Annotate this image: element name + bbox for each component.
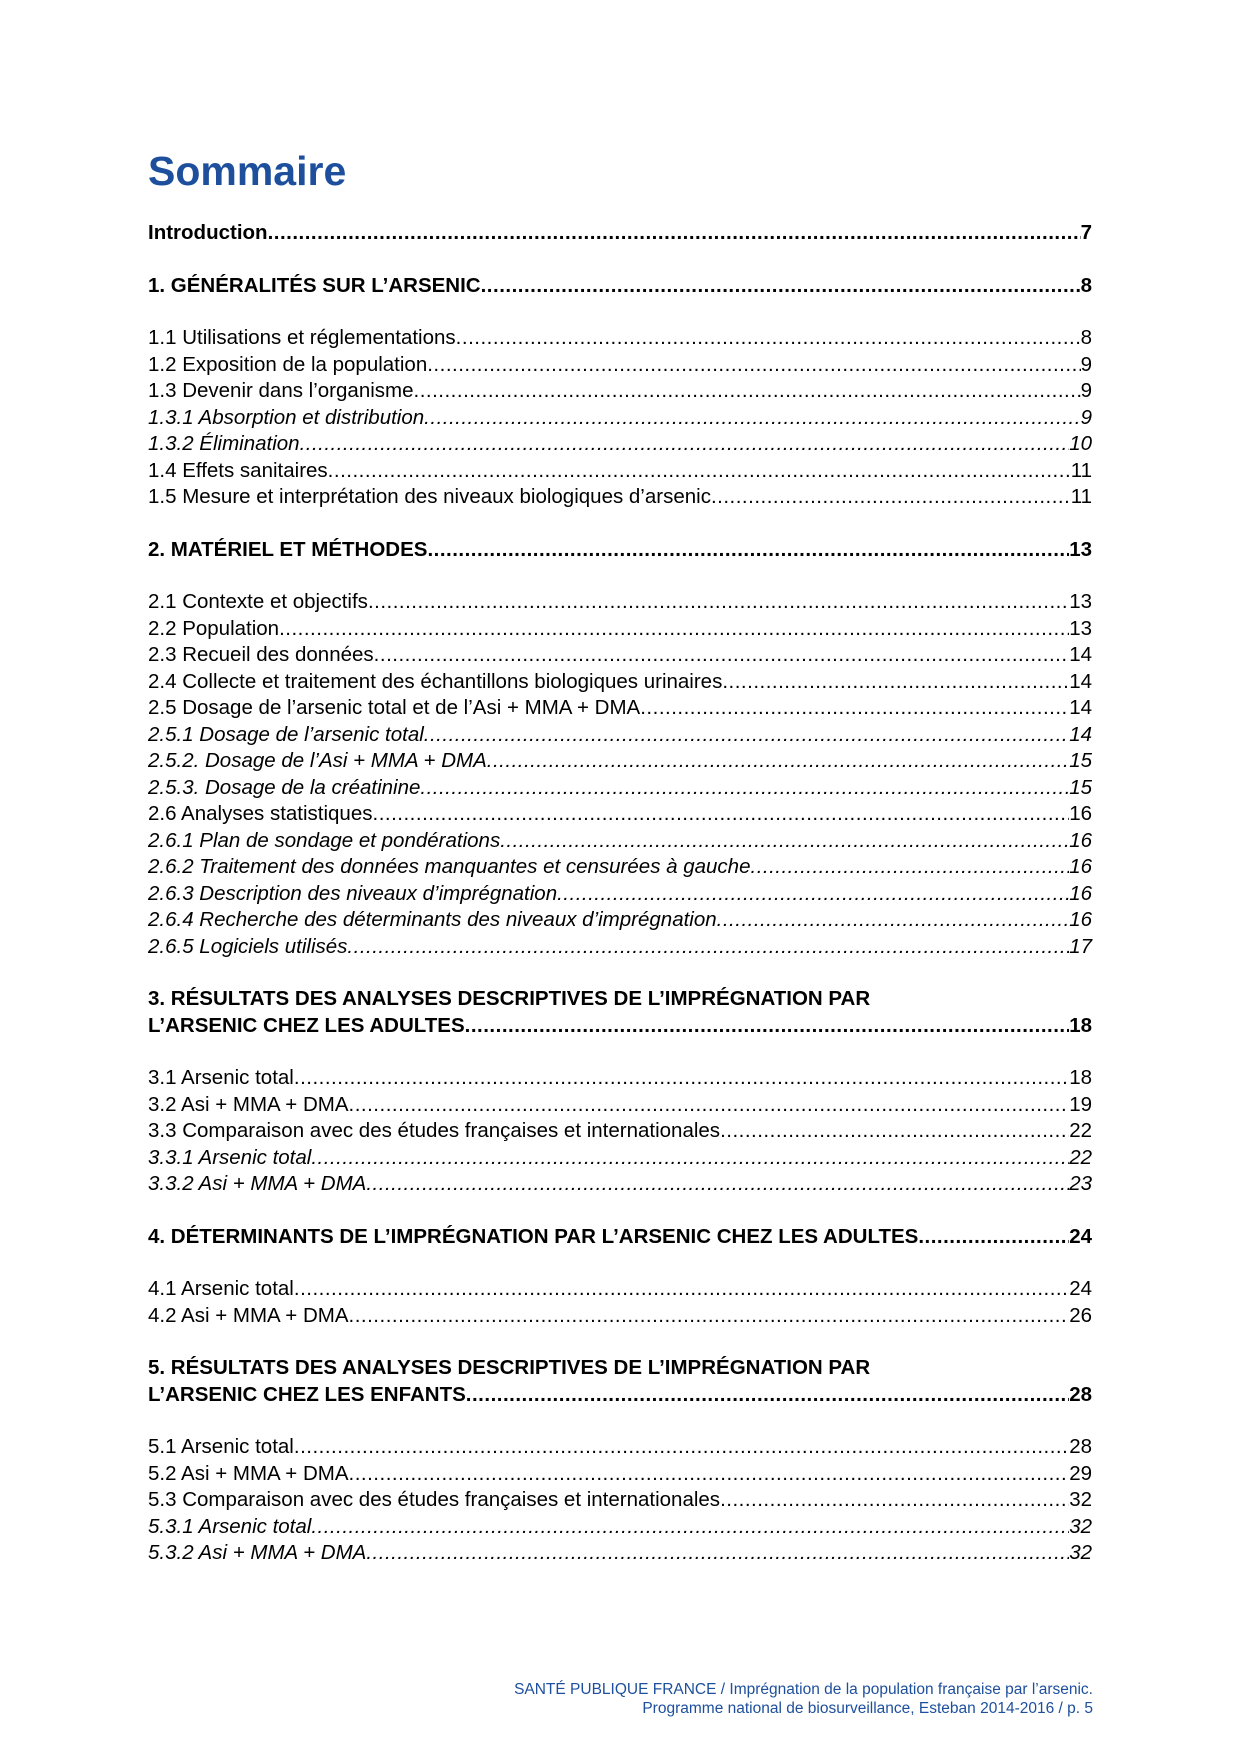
- toc-section-5-items: [148, 1434, 1092, 1567]
- toc-dot-leader: [557, 881, 1069, 908]
- toc-entry-page: 8: [1080, 326, 1092, 349]
- toc-subentry[interactable]: [148, 881, 1092, 908]
- toc-entry-page: 11: [1070, 485, 1092, 508]
- toc-entry-page: 24: [1069, 1224, 1092, 1248]
- toc-entry-label: 1.3.1 Absorption et distribution: [148, 405, 425, 429]
- toc-section-5-heading[interactable]: [148, 1355, 1092, 1408]
- toc-subentry[interactable]: [148, 431, 1092, 458]
- toc-entry[interactable]: [148, 1118, 1092, 1145]
- toc-dot-leader: [347, 934, 1069, 961]
- table-of-contents: [148, 220, 1092, 1567]
- toc-entry-label: 4. DÉTERMINANTS DE L’IMPRÉGNATION PAR L’ARSENIC CHEZ LES ADULTES: [148, 1224, 919, 1248]
- toc-dot-leader: [366, 1171, 1069, 1198]
- toc-entry[interactable]: [148, 801, 1092, 828]
- toc-entry-label: 1.2 Exposition de la population: [148, 352, 428, 376]
- toc-dot-leader: [918, 1224, 1069, 1251]
- toc-entry-page: 22: [1069, 1145, 1092, 1169]
- toc-entry-page: 26: [1069, 1303, 1092, 1327]
- toc-entry[interactable]: [148, 1487, 1092, 1514]
- toc-subentry[interactable]: [148, 907, 1092, 934]
- toc-entry-page: 24: [1069, 1277, 1092, 1300]
- toc-dot-leader: [373, 801, 1070, 828]
- toc-dot-leader: [711, 484, 1071, 511]
- toc-dot-leader: [311, 1514, 1069, 1541]
- toc-entry-page: 19: [1069, 1092, 1092, 1116]
- toc-entry-page: 14: [1069, 722, 1092, 746]
- toc-dot-leader: [311, 1145, 1069, 1172]
- toc-entry-page: 13: [1069, 537, 1092, 561]
- toc-subentry[interactable]: [148, 854, 1092, 881]
- toc-dot-leader: [414, 378, 1081, 405]
- toc-entry-label: 1.1 Utilisations et réglementations: [148, 326, 456, 349]
- toc-entry-label: L’ARSENIC CHEZ LES ADULTES: [148, 1013, 465, 1037]
- toc-entry-page: 29: [1069, 1461, 1092, 1485]
- toc-entry-label: 3.1 Arsenic total: [148, 1066, 294, 1089]
- toc-subentry[interactable]: [148, 748, 1092, 775]
- toc-entry-page: 7: [1080, 221, 1092, 244]
- toc-section-4-heading[interactable]: [148, 1224, 1092, 1251]
- toc-dot-leader: [722, 669, 1069, 696]
- toc-entry-page: 9: [1080, 352, 1092, 376]
- footer-line-2: Programme national de biosurveillance, Esteban 2014-2016 / p. 5: [642, 1700, 1093, 1717]
- toc-subentry[interactable]: [148, 405, 1092, 432]
- toc-entry-label: 1. GÉNÉRALITÉS SUR L’ARSENIC: [148, 273, 481, 297]
- toc-dot-leader: [465, 1013, 1070, 1040]
- toc-dot-leader: [294, 1276, 1069, 1303]
- toc-entry[interactable]: [148, 695, 1092, 722]
- toc-dot-leader: [294, 1065, 1069, 1092]
- toc-dot-leader: [487, 748, 1069, 775]
- toc-entry-label: 1.3.2 Élimination: [148, 432, 300, 455]
- toc-dot-leader: [349, 1303, 1070, 1330]
- toc-entry-label: 1.4 Effets sanitaires: [148, 458, 328, 482]
- toc-entry[interactable]: [148, 352, 1092, 379]
- toc-dot-leader: [640, 695, 1069, 722]
- toc-entry[interactable]: [148, 642, 1092, 669]
- page-title: Sommaire: [148, 148, 347, 194]
- toc-entry-label: 2.6.4 Recherche des déterminants des niveaux d’imprégnation: [148, 908, 717, 931]
- toc-dot-leader: [720, 1487, 1069, 1514]
- toc-entry[interactable]: [148, 325, 1092, 352]
- toc-entry-label: 4.2 Asi + MMA + DMA: [148, 1303, 349, 1327]
- toc-entry-page: 15: [1069, 749, 1092, 772]
- toc-dot-leader: [751, 854, 1070, 881]
- toc-entry-label: 2.6 Analyses statistiques: [148, 802, 373, 825]
- toc-entry-label: 3.3.2 Asi + MMA + DMA: [148, 1172, 367, 1195]
- toc-entry-page: 16: [1069, 828, 1092, 852]
- toc-entry-label: 3.2 Asi + MMA + DMA: [148, 1092, 349, 1116]
- toc-dot-leader: [300, 431, 1070, 458]
- toc-entry-page: 14: [1069, 669, 1092, 693]
- toc-subentry[interactable]: [148, 934, 1092, 961]
- toc-section-4-items: [148, 1276, 1092, 1329]
- toc-entry-label: 3.3.1 Arsenic total: [148, 1145, 312, 1169]
- toc-dot-leader: [368, 589, 1069, 616]
- toc-entry[interactable]: [148, 1303, 1092, 1330]
- toc-entry[interactable]: [148, 458, 1092, 485]
- toc-entry-label: 2.1 Contexte et objectifs: [148, 590, 368, 613]
- toc-dot-leader: [456, 325, 1081, 352]
- toc-entry-page: 28: [1069, 1435, 1092, 1458]
- toc-entry-label: 2.5.2. Dosage de l’Asi + MMA + DMA: [148, 749, 487, 772]
- toc-dot-leader: [420, 775, 1069, 802]
- toc-heading-line-2: [148, 1382, 1092, 1409]
- toc-subentry[interactable]: [148, 775, 1092, 802]
- toc-heading-line-2: [148, 1013, 1092, 1040]
- toc-entry-page: 14: [1069, 643, 1092, 666]
- toc-dot-leader: [328, 458, 1071, 485]
- toc-entry-label: 2.5 Dosage de l’arsenic total et de l’Asi + MMA + DMA: [148, 696, 641, 719]
- toc-entry-page: 15: [1069, 775, 1092, 799]
- toc-entry-page: 28: [1069, 1382, 1092, 1406]
- toc-entry-label: 2.4 Collecte et traitement des échantillons biologiques urinaires: [148, 669, 723, 693]
- toc-dot-leader: [424, 405, 1080, 432]
- toc-heading-line-1: 5. RÉSULTATS DES ANALYSES DESCRIPTIVES DE L’IMPRÉGNATION PAR: [148, 1356, 871, 1379]
- toc-entry[interactable]: [148, 1434, 1092, 1461]
- toc-entry-label: 2.3 Recueil des données: [148, 643, 374, 666]
- toc-entry-page: 13: [1069, 616, 1092, 640]
- toc-dot-leader: [366, 1540, 1069, 1567]
- toc-entry-page: 9: [1080, 405, 1092, 429]
- toc-entry[interactable]: [148, 1065, 1092, 1092]
- toc-entry-label: 5.3.1 Arsenic total: [148, 1514, 312, 1538]
- toc-dot-leader: [466, 1382, 1069, 1409]
- toc-entry[interactable]: [148, 589, 1092, 616]
- toc-entry-page: 32: [1069, 1514, 1092, 1538]
- toc-dot-leader: [374, 642, 1070, 669]
- toc-entry-label: 3.3 Comparaison avec des études françaises et internationales: [148, 1119, 721, 1142]
- toc-dot-leader: [427, 537, 1069, 564]
- toc-entry-label: 2.6.5 Logiciels utilisés: [148, 934, 348, 958]
- toc-subentry[interactable]: [148, 1514, 1092, 1541]
- toc-section-1-items: [148, 325, 1092, 511]
- toc-entry-label: Introduction: [148, 221, 268, 244]
- document-page: [148, 0, 1092, 1754]
- toc-entry-page: 18: [1069, 1066, 1092, 1089]
- toc-heading-line-1: 3. RÉSULTATS DES ANALYSES DESCRIPTIVES DE L’IMPRÉGNATION PAR: [148, 987, 871, 1010]
- toc-entry-page: 16: [1069, 802, 1092, 825]
- toc-entry-label: 5.2 Asi + MMA + DMA: [148, 1461, 349, 1485]
- footer-line-1: SANTÉ PUBLIQUE FRANCE / Imprégnation de la population française par l’arsenic.: [514, 1681, 1093, 1698]
- toc-entry-introduction[interactable]: [148, 220, 1092, 247]
- toc-entry-page: 23: [1069, 1172, 1092, 1195]
- toc-dot-leader: [349, 1092, 1070, 1119]
- toc-entry-label: 5.1 Arsenic total: [148, 1435, 294, 1458]
- page-footer: [514, 1680, 1093, 1718]
- toc-subentry[interactable]: [148, 1171, 1092, 1198]
- toc-entry-label: 2.5.1 Dosage de l’arsenic total: [148, 722, 424, 746]
- toc-dot-leader: [500, 828, 1069, 855]
- toc-entry-label: 2.2 Population: [148, 616, 280, 640]
- toc-entry-label: 2.6.3 Description des niveaux d’imprégnation: [148, 881, 558, 905]
- toc-dot-leader: [717, 907, 1070, 934]
- toc-section-3-items: [148, 1065, 1092, 1198]
- toc-subentry[interactable]: [148, 1145, 1092, 1172]
- toc-entry-page: 9: [1080, 379, 1092, 402]
- toc-entry-label: 2.6.2 Traitement des données manquantes et censurées à gauche: [148, 855, 751, 878]
- toc-entry-label: 4.1 Arsenic total: [148, 1277, 294, 1300]
- toc-section-2-items: [148, 589, 1092, 960]
- toc-subentry[interactable]: [148, 1540, 1092, 1567]
- toc-subentry[interactable]: [148, 722, 1092, 749]
- toc-entry-page: 16: [1069, 908, 1092, 931]
- toc-entry[interactable]: [148, 1276, 1092, 1303]
- toc-entry-label: 5.3.2 Asi + MMA + DMA: [148, 1541, 367, 1564]
- toc-dot-leader: [481, 273, 1081, 300]
- toc-entry-page: 8: [1080, 273, 1092, 297]
- toc-entry-page: 18: [1069, 1013, 1092, 1037]
- toc-section-2-heading[interactable]: [148, 537, 1092, 564]
- toc-dot-leader: [349, 1461, 1070, 1488]
- toc-entry-page: 16: [1069, 881, 1092, 905]
- toc-entry-page: 17: [1069, 934, 1092, 958]
- toc-entry-page: 14: [1069, 696, 1092, 719]
- toc-section-3-heading[interactable]: [148, 986, 1092, 1039]
- toc-dot-leader: [294, 1434, 1069, 1461]
- toc-entry-label: 1.3 Devenir dans l’organisme: [148, 379, 414, 402]
- toc-section-1-heading[interactable]: [148, 273, 1092, 300]
- toc-entry[interactable]: [148, 1092, 1092, 1119]
- toc-entry-page: 13: [1069, 590, 1092, 613]
- toc-entry-page: 16: [1069, 855, 1092, 878]
- toc-entry-page: 32: [1069, 1488, 1092, 1511]
- toc-entry[interactable]: [148, 669, 1092, 696]
- toc-entry-page: 11: [1070, 458, 1092, 482]
- toc-dot-leader: [720, 1118, 1069, 1145]
- toc-entry-label: 1.5 Mesure et interprétation des niveaux biologiques d’arsenic: [148, 485, 711, 508]
- toc-entry[interactable]: [148, 484, 1092, 511]
- toc-entry-label: 2.6.1 Plan de sondage et pondérations: [148, 828, 501, 852]
- toc-dot-leader: [268, 220, 1081, 247]
- toc-dot-leader: [424, 722, 1069, 749]
- toc-entry-label: 5.3 Comparaison avec des études françaises et internationales: [148, 1488, 721, 1511]
- toc-entry-label: 2.5.3. Dosage de la créatinine: [148, 775, 421, 799]
- toc-entry-page: 32: [1069, 1541, 1092, 1564]
- toc-entry[interactable]: [148, 1461, 1092, 1488]
- toc-entry[interactable]: [148, 616, 1092, 643]
- toc-entry-label: 2. MATÉRIEL ET MÉTHODES: [148, 537, 428, 561]
- toc-entry-label: L’ARSENIC CHEZ LES ENFANTS: [148, 1382, 466, 1406]
- toc-subentry[interactable]: [148, 828, 1092, 855]
- toc-dot-leader: [427, 352, 1080, 379]
- toc-entry-page: 10: [1069, 432, 1092, 455]
- toc-entry-page: 22: [1069, 1119, 1092, 1142]
- toc-dot-leader: [279, 616, 1069, 643]
- toc-entry[interactable]: [148, 378, 1092, 405]
